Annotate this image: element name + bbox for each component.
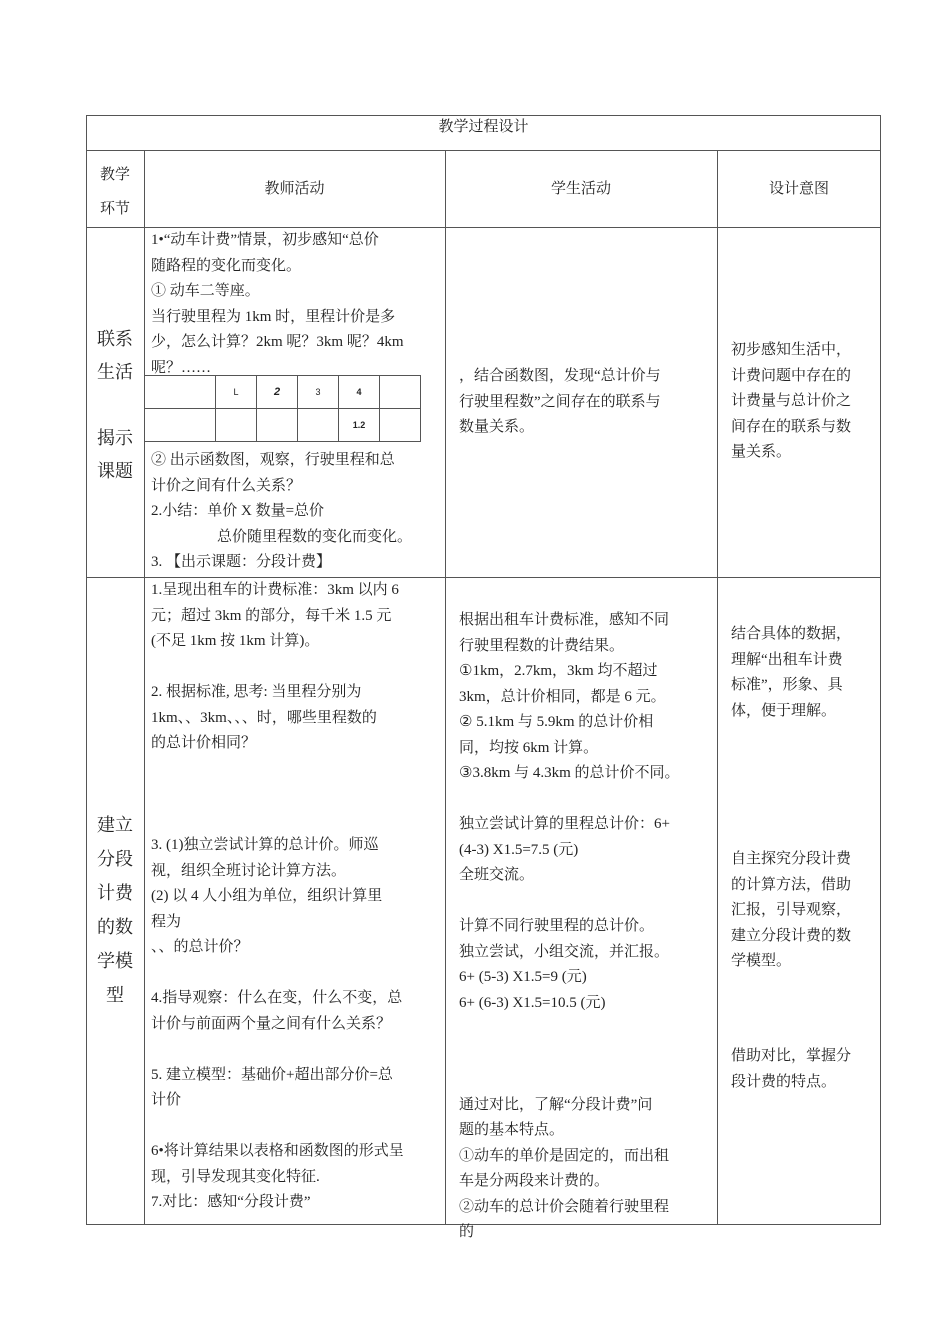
teacher-activity-1-bottom [151,448,443,576]
text-line: 段计费的特点。 [731,1073,837,1090]
text-line: 独立尝试计算的里程总计价：6+ [459,816,670,832]
text-line: 6+ (5-3) X1.5=9 (元) [459,969,587,985]
teacher-activity-1-top [151,228,443,381]
design-intent-1 [731,338,879,466]
text-line: 现，引导发现其变化特征. [151,1168,320,1185]
text-line: 1.呈现出租车的计费标准：3km 以内 6 [151,582,399,598]
mini-table-cell [298,409,339,442]
mini-table-cell [145,376,216,409]
text-line: 3. (1)独立尝试计算的总计价。师巡 [151,837,379,853]
stage-text-line: 课题 [97,461,133,481]
text-line: ①动车的单价是固定的，而出租 [459,1147,670,1164]
teacher-activity-2 [151,578,443,1216]
text-line: 同，均按 6km 计算。 [459,739,599,756]
header-stage-line: 教学 [99,167,130,183]
text-line: 行驶里程数的计费结果。 [459,637,625,654]
text-line: ②动车的总计价会随着行驶里程 [459,1198,670,1215]
text-line: (2) 以 4 人小组为单位，组织计算里 [151,888,383,904]
text-line [459,1016,711,1042]
text-line: 通过对比，了解“分段计费”问 [459,1096,653,1113]
text-line: 行驶里程数”之间存在的联系与 [459,393,661,410]
text-line [459,1067,711,1093]
text-line: 独立尝试，小组交流，并汇报。 [459,943,670,960]
text-line: 2.小结：单价 X 数量=总价 [151,503,325,519]
text-line: 7.对比：感知“分段计费” [151,1194,311,1210]
col-divider [144,150,145,1225]
distance-price-table [144,375,421,442]
table-title: 教学过程设计 [438,119,529,135]
text-line: 随路程的变化而变化。 [151,257,302,274]
text-line: 汇报，引导观察， [731,902,852,918]
text-line: 全班交流。 [459,867,535,883]
text-line: 数量关系。 [459,419,535,435]
stage-label-1 [86,323,144,488]
text-line [151,1037,443,1063]
text-line [151,1114,443,1140]
mini-table-cell [257,409,298,442]
text-line: 5. 建立模型：基础价+超出部分价=总 [151,1066,393,1083]
stage-text-line: 揭示 [97,428,133,448]
col-divider [717,150,718,1225]
text-line: 1km、、3km、、、时，哪些里程数的 [151,709,377,726]
text-line: ② 5.1km 与 5.9km 的总计价相 [459,714,654,730]
text-line [151,757,443,783]
stage-text-line: 联系 [97,329,133,349]
mini-table-cell: L [216,376,257,409]
text-line: 元；超过 3km 的部分，每千米 1.5 元 [151,607,392,624]
text-line: ① 动车二等座。 [151,283,260,299]
text-line: ①1km，2.7km，3km 均不超过 [459,663,658,679]
col-divider [445,150,446,1225]
header-intent: 设计意图 [768,181,829,197]
text-line: 学模型。 [731,953,792,969]
text-line: 6•将计算结果以表格和函数图的形式呈 [151,1143,404,1159]
text-line [459,1042,711,1068]
text-line: 题的基本特点。 [459,1122,565,1138]
design-intent-2b [731,847,879,975]
text-line: 的 [459,1224,475,1240]
text-line [151,808,443,834]
mini-table-cell: 3 [298,376,339,409]
text-line: 的总计价相同？ [151,735,257,751]
mini-table-cell [380,376,421,409]
text-line: ③3.8km 与 4.3km 的总计价不同。 [459,765,680,781]
text-line: 理解“出租车计费 [731,651,843,668]
text-line: 、、的总计价？ [151,939,249,955]
text-line [151,655,443,681]
text-line [151,782,443,808]
design-intent-2a [731,622,879,724]
text-line: 2. 根据标准, 思考: 当里程分别为 [151,684,362,700]
design-intent-2c [731,1044,879,1095]
text-line: 6+ (6-3) X1.5=10.5 (元) [459,994,606,1011]
stage-text-line: 的数 [97,917,133,937]
text-line: 车是分两段来计费的。 [459,1173,610,1189]
text-line: 1•“动车计费”情景，初步感知“总价 [151,232,379,248]
text-line: 计价之间有什么关系？ [151,477,302,494]
stage-text-line: 型 [106,985,124,1005]
text-line: 程为 [151,913,182,930]
header-teacher: 教师活动 [264,181,325,197]
text-line: 当行驶里程为 1km 时，里程计价是多 [151,308,396,325]
text-line [459,889,711,915]
stage-text-line: 计费 [97,883,133,903]
text-line: 结合具体的数据， [731,626,852,642]
stage-text-line: 生活 [97,362,133,382]
text-line: 体，便于理解。 [731,702,837,719]
text-line: 计价 [151,1092,182,1108]
text-line: ② 出示函数图，观察，行驶里程和总 [151,452,395,468]
stage-text-line: 学模 [97,951,133,971]
text-line: 视，组织全班讨论计算方法。 [151,862,347,879]
text-line: 的计算方法，借助 [731,876,852,893]
mini-table-cell [145,409,216,442]
mini-table-cell: 1.2 [339,409,380,442]
text-line: 计价与前面两个量之间有什么关系？ [151,1015,392,1032]
text-line: ，结合函数图，发现“总计价与 [459,368,661,384]
header-stage-line: 环节 [99,201,130,217]
text-line [459,787,711,813]
text-line: 少，怎么计算？2km 呢？3km 呢？4km [151,334,404,350]
header-stage [86,158,144,226]
stage-label-2 [86,808,144,1012]
mini-table-cell [380,409,421,442]
header-student: 学生活动 [550,181,611,197]
text-line: 初步感知生活中， [731,342,852,358]
text-line: 自主探究分段计费 [731,851,852,867]
text-line: 间存在的联系与数 [731,418,852,435]
text-line: 根据出租车计费标准，感知不同 [459,612,670,628]
text-line: 3km，总计价相同，都是 6 元。 [459,688,666,705]
text-line [151,961,443,987]
text-line: 标准”，形象、具 [731,677,843,693]
stage-text-line [86,389,144,422]
mini-table-cell [216,409,257,442]
text-line: 计费问题中存在的 [731,367,852,384]
text-line: 量关系。 [731,444,792,460]
text-line: 3. 【出示课题：分段计费】 [151,554,332,570]
mini-table-cell: 4 [339,376,380,409]
mini-table-cell: 2 [257,376,298,409]
text-line: 总价随里程数的变化而变化。 [217,528,413,545]
stage-text-line: 分段 [97,849,133,869]
text-line: 借助对比，掌握分 [731,1048,852,1064]
text-line: (4-3) X1.5=7.5 (元) [459,841,579,858]
student-activity-2 [459,608,711,1246]
text-line: 建立分段计费的数 [731,927,852,944]
text-line: 计费量与总计价之 [731,393,852,409]
student-activity-1 [459,364,711,441]
text-line: (不足 1km 按 1km 计算)。 [151,633,320,649]
text-line: 4.指导观察：什么在变，什么不变，总 [151,990,403,1006]
text-line: 计算不同行驶里程的总计价。 [459,918,655,934]
text-line: 呢？…… [151,359,212,376]
stage-text-line: 建立 [97,815,133,835]
row-divider [86,150,881,151]
